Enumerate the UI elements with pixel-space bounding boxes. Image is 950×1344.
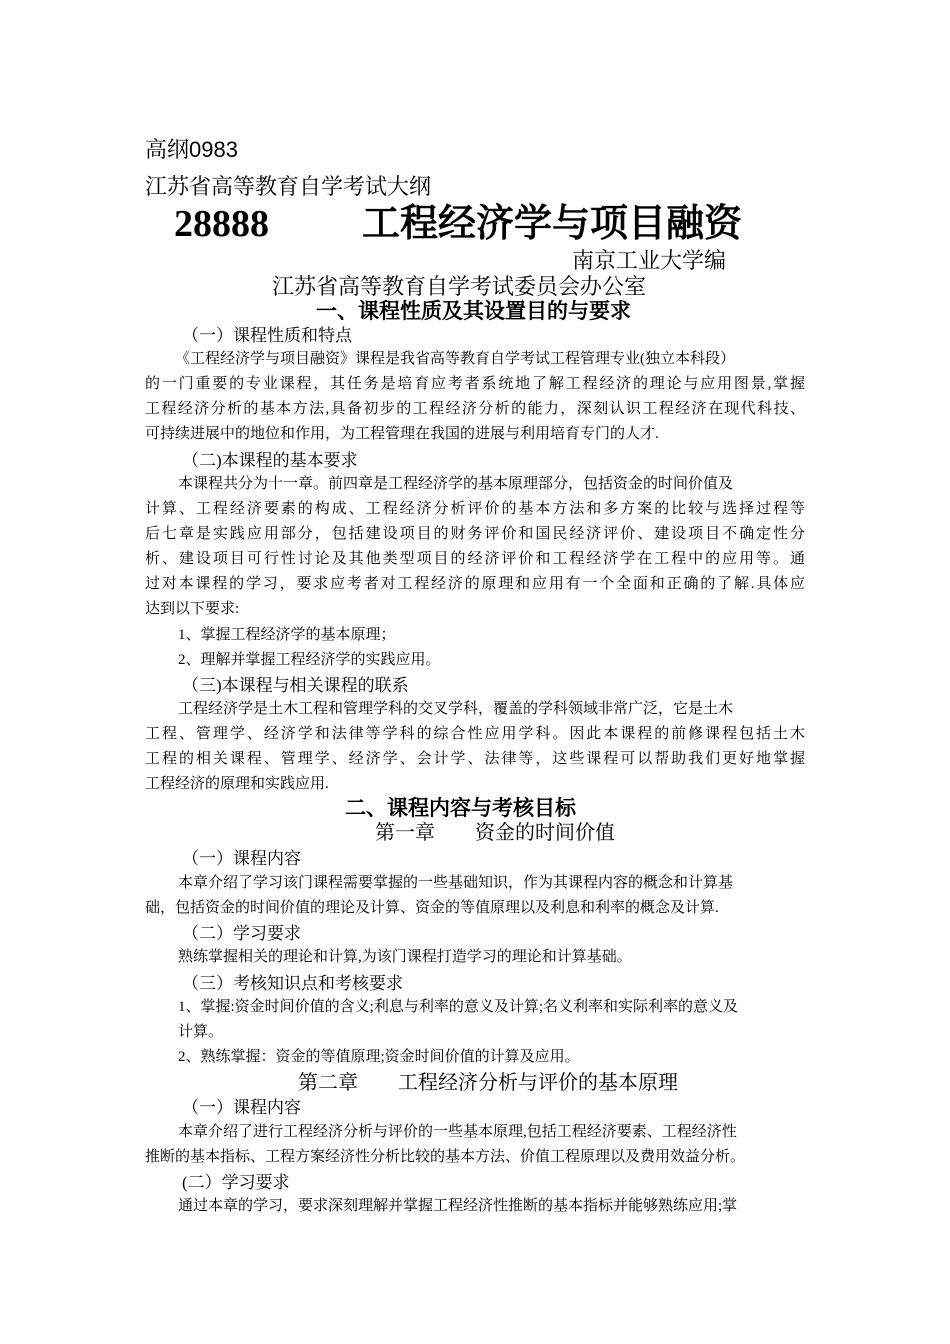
- chapter-title: 第一章 资金的时间价值: [375, 822, 615, 844]
- paragraph-line: 工程经济学是土木工程和管理学科的交叉学科，覆盖的学科领域非常广泛，它是土木: [178, 701, 734, 717]
- subsection-heading: （二)本课程的基本要求: [182, 451, 358, 470]
- list-item: 1、掌握工程经济学的基本原理；: [178, 627, 396, 643]
- paragraph-line: 达到以下要求:: [145, 601, 240, 617]
- paragraph-line: 通过本章的学习，要求深刻理解并掌握工程经济性推断的基本指标并能够熟练应用;掌: [178, 1198, 738, 1214]
- paragraph-line: 本课程共分为十一章。前四章是工程经济学的基本原理部分，包括资金的时间价值及: [178, 476, 734, 492]
- office-line: 江苏省高等教育自学考试委员会办公室: [272, 274, 647, 299]
- paragraph-line: 工程、管理学、经济学和法律等学科的综合性应用学科。因此本课程的前修课程包括土木: [145, 726, 805, 742]
- paragraph-line: 工程经济分析的基本方法,具备初步的工程经济分析的能力，深刻认识工程经济在现代科技、: [145, 401, 805, 417]
- paragraph-line: 可持续进展中的地位和作用，为工程管理在我国的进展与利用培育专门的人才.: [145, 426, 659, 442]
- paragraph-line: 析、建设项目可行性讨论及其他类型项目的经济评价和工程经济学在工程中的应用等。通: [145, 551, 805, 567]
- subsection-heading: （三)本课程与相关课程的联系: [182, 676, 409, 695]
- paragraph-line: 的一门重要的专业课程，其任务是培育应考者系统地了解工程经济的理论与应用图景,掌握: [145, 376, 805, 392]
- course-title: 工程经济学与项目融资: [362, 203, 743, 245]
- paragraph-line: 后七章是实践应用部分，包括建设项目的财务评价和国民经济评价、建设项目不确定性分: [145, 526, 805, 542]
- list-item: 1、掌握:资金时间价值的含义;利息与利率的意义及计算;名义利率和实际利率的意义及: [178, 999, 739, 1015]
- list-item: 2、理解并掌握工程经济学的实践应用。: [178, 652, 441, 668]
- paragraph-line: 熟练掌握相关的理论和计算,为该门课程打造学习的理论和计算基础。: [178, 949, 632, 965]
- paragraph-line: 本章介绍了学习该门课程需要掌握的一些基础知识，作为其课程内容的概念和计算基: [178, 875, 734, 891]
- paragraph-line: 工程经济的原理和实践应用.: [145, 776, 329, 792]
- list-item: 2、熟练掌握：资金的等值原理;资金时间价值的计算及应用。: [178, 1049, 580, 1065]
- subsection-heading: (二）学习要求: [182, 1173, 290, 1192]
- subsection-heading: （一）课程性质和特点: [182, 326, 352, 345]
- subsection-heading: （一）课程内容: [182, 849, 301, 868]
- course-code: 28888: [174, 203, 269, 245]
- paragraph-line: 工程的相关课程、管理学、经济学、会计学、法律等，这些课程可以帮助我们更好地掌握: [145, 751, 805, 767]
- paragraph-line: 《工程经济学与项目融资》课程是我省高等教育自学考试工程管理专业(独立本科段）: [175, 351, 735, 367]
- paragraph-line: 计算、工程经济要素的构成、工程经济分析评价的基本方法和多方案的比较与选择过程等: [145, 501, 805, 517]
- editor-line: 南京工业大学编: [572, 248, 727, 273]
- paragraph-line: 过对本课程的学习，要求应考者对工程经济的原理和应用有一个全面和正确的了解.具体应: [145, 576, 805, 592]
- outline-code: 高纲0983: [145, 137, 238, 162]
- paragraph-line: 础，包括资金的时间价值的理论及计算、资金的等值原理以及利息和利率的概念及计算.: [145, 900, 719, 916]
- paragraph-line: 推断的基本指标、工程方案经济性分析比较的基本方法、价值工程原理以及费用效益分析。: [145, 1149, 746, 1165]
- subsection-heading: （三）考核知识点和考核要求: [182, 974, 403, 993]
- paragraph-line: 本章介绍了进行工程经济分析与评价的一些基本原理,包括工程经济要素、工程经济性: [178, 1124, 737, 1140]
- subsection-heading: （二）学习要求: [182, 924, 301, 943]
- subsection-heading: （一）课程内容: [182, 1098, 301, 1117]
- section-heading: 二、课程内容与考核目标: [345, 797, 576, 820]
- outline-name: 江苏省高等教育自学考试大纲: [145, 174, 432, 199]
- section-heading: 一、课程性质及其设置目的与要求: [316, 300, 631, 323]
- chapter-title: 第二章 工程经济分析与评价的基本原理: [298, 1072, 678, 1094]
- list-item: 计算。: [178, 1024, 224, 1040]
